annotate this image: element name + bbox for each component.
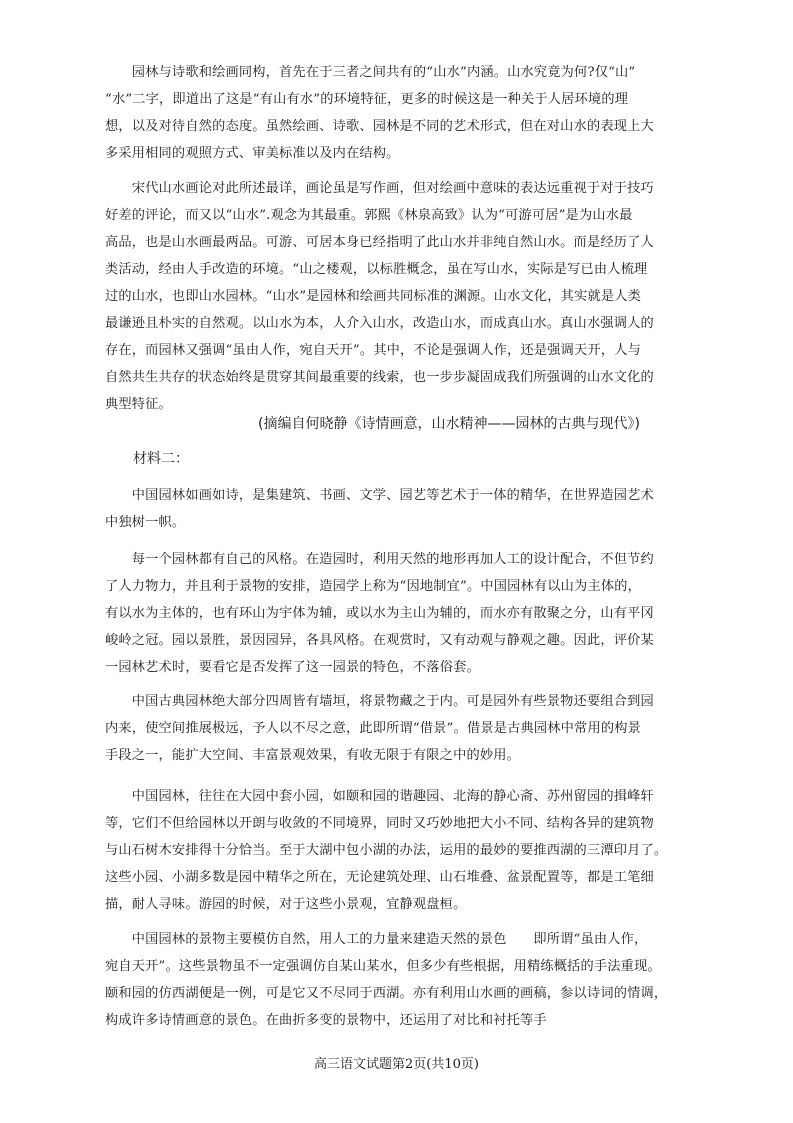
text-line: 内来，使空间推展极远，予人以不尽之意，此即所谓“借景”。借景是古典园林中常用的构景: [105, 721, 641, 736]
material-one-paragraph-2: [105, 175, 690, 418]
material-two-heading: 材料二：: [133, 451, 189, 467]
material-two-paragraph-4: [105, 783, 690, 918]
text-line: 有以水为主体的，也有环山为宇体为辅，或以水为主山为辅的，而水亦有散聚之分，山有平冈: [105, 606, 654, 621]
text-line: 中独树一帜。: [105, 515, 186, 530]
text-line: 了人力物力，并且利于景物的安排，造园学上称为“因地制宜”。中国园林有以山为主体的，: [105, 579, 641, 594]
text-line: 中国古典园林绝大部分四周皆有墙垣，将景物藏之于内。可是园外有些景物还要组合到园: [105, 694, 654, 709]
text-line: 想，以及对待自然的态度。虽然绘画、诗歌、园林是不同的艺术形式，但在对山水的表现上大: [105, 119, 654, 134]
text-line: 典型特征。: [105, 397, 172, 412]
text-line: 峻岭之冠。园以景胜，景因园异，各具风格。在观赏时，又有动观与静观之趣。因此，评价某: [105, 633, 654, 648]
text-line: 与山石树木安排得十分恰当。至于大湖中包小湖的办法，运用的最妙的要推西湖的三潭印月了。: [105, 843, 668, 858]
text-line: 手段之一，能扩大空间、丰富景观效果，有收无限于有限之中的妙用。: [105, 748, 521, 763]
text-line: 每一个园林都有自己的风格。在造园时，利用天然的地形再加人工的设计配合，不但节约: [105, 552, 654, 567]
text-line: 构成许多诗情画意的景色。在曲折多变的景物中，还运用了对比和衬托等手: [105, 1013, 547, 1028]
text-line: 好差的评论，而又以“山水”.观念为其最重。郭熙《林泉高致》认为“可游可居”是为山水最: [105, 208, 633, 223]
text-line: 宋代山水画论对此所述最详，画论虽是写作画，但对绘画中意味的表达远重视于对于技巧: [105, 181, 654, 196]
text-line: 存在，而园林又强调“虽由人作，宛自天开”。其中，不论是强调人作，还是强调天开，人与: [105, 343, 641, 358]
text-line: 等，它们不但给园林以开朗与收敛的不同境界，同时又巧妙地把大小不同、结构各异的建筑物: [105, 816, 654, 831]
text-line: 宛自天开”。这些景物虽不一定强调仿自某山某水，但多少有些根据，用精练概括的手法重现。: [105, 959, 661, 974]
text-line: 自然共生共存的状态始终是贯穿其间最重要的线索，也一步步凝固成我们所强调的山水文化的: [105, 370, 654, 385]
text-line: 这些小园、小湖多数是园中精华之所在，无论建筑处理、山石堆叠、盆景配置等，都是工笔细: [105, 870, 654, 885]
text-line: 描，耐人寻味。游园的时候，对于这些小景观，宜静观盘桓。: [105, 897, 467, 912]
text-line: “水”二字，即道出了这是“有山有水”的环境特征，更多的时候这是一种关于人居环境的理: [105, 92, 629, 107]
material-two-paragraph-3: [105, 688, 690, 769]
text-line: 过的山水，也即山水园林。“山水”是园林和绘画共同标准的渊源。山水文化，其实就是人类: [105, 289, 641, 304]
text-line: 一园林艺术时，要看它是否发挥了这一园景的特色，不落俗套。: [105, 660, 480, 675]
material-two-paragraph-1: [105, 482, 690, 536]
material-one-paragraph-1: [105, 59, 690, 167]
text-line: 颐和园的仿西湖便是一例，可是它又不尽同于西湖。亦有利用山水画的画稿，参以诗词的情调，: [105, 986, 668, 1001]
text-line: 园林与诗歌和绘画同构，首先在于三者之间共有的“山水”内涵。山水究竟为何?仅“山”: [105, 65, 636, 80]
page-footer: 高三语文试题第2页(共10页): [314, 1057, 479, 1072]
source-citation: (摘编自何晓静《诗情画意，山水精神——园林的古典与现代》): [258, 416, 640, 432]
text-line: 中国园林的景物主要模仿自然，用人工的力量来建造天然的景色 即所谓“虽由人作，: [105, 932, 648, 947]
text-line: 高品，也是山水画最两品。可游、可居本身已经指明了此山水并非纯自然山水。而是经历了人: [105, 235, 654, 250]
text-line: 最谦逊且朴实的自然观。以山水为本，人介入山水，改造山水，而成真山水。真山水强调人的: [105, 316, 654, 331]
text-line: 多采用相同的观照方式、审美标准以及内在结构。: [105, 146, 400, 161]
text-line: 中国园林如画如诗，是集建筑、书画、文学、园艺等艺术于一体的精华，在世界造园艺术: [105, 488, 654, 503]
text-line: 中国园林，往往在大园中套小园，如颐和园的谐趣园、北海的静心斋、苏州留园的揖峰轩: [105, 789, 654, 804]
material-two-paragraph-2: [105, 546, 690, 681]
text-line: 类活动，经由人手改造的环境。“山之楼观，以标胜概念，虽在写山水，实际是写已由人梳理: [105, 262, 648, 277]
material-two-paragraph-5: [105, 926, 690, 1034]
